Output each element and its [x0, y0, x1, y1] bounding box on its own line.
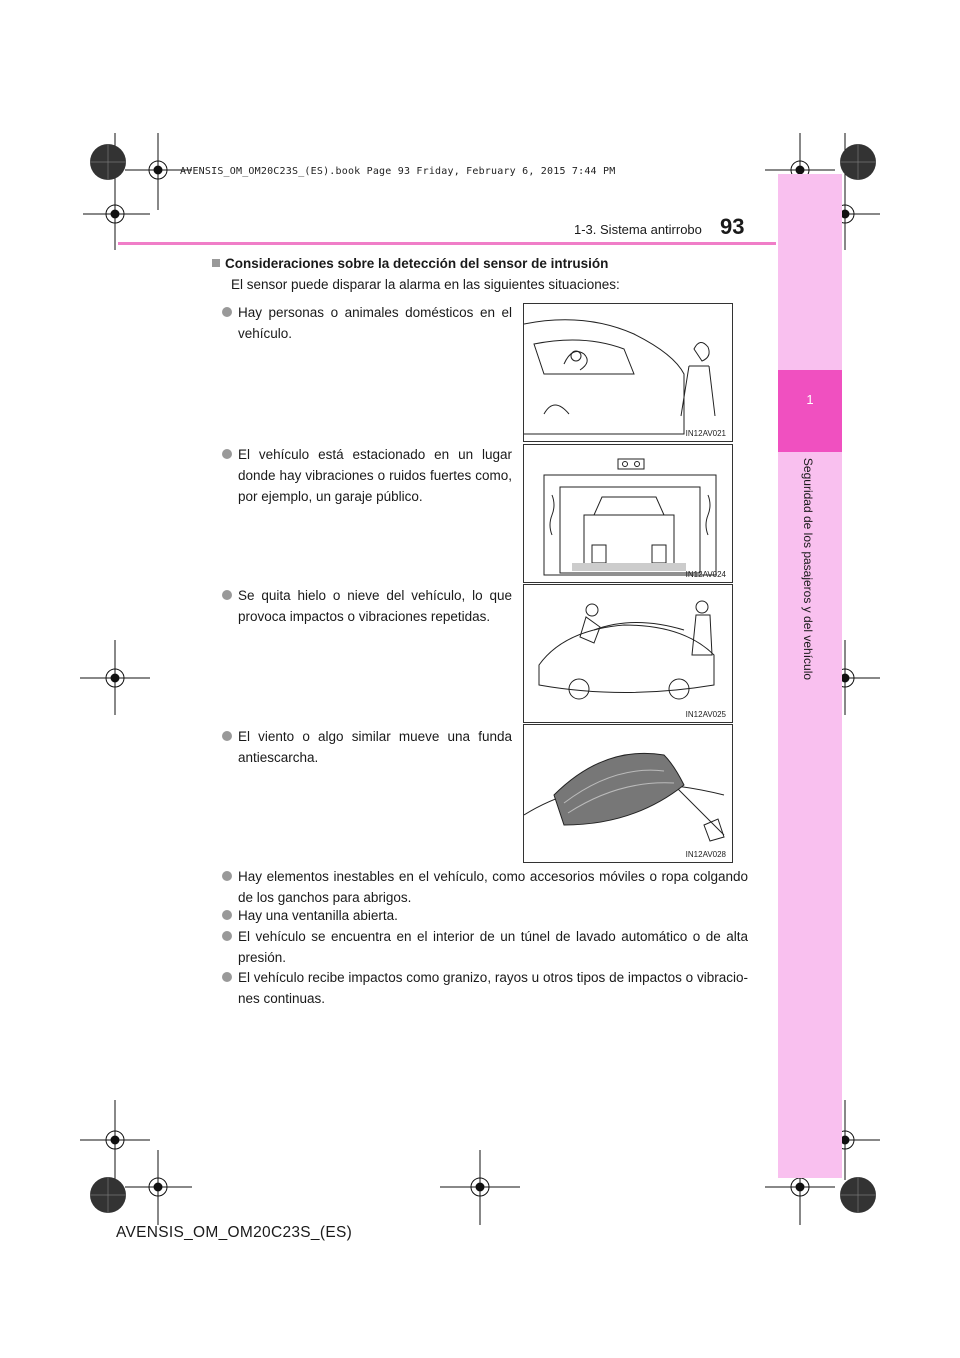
bullet-text: El vehículo recibe impactos como granizo, rayos u otros tipos de impactos o vibracio-nes continuas.	[238, 970, 748, 1006]
heading-text: Consideraciones sobre la detección del sensor de intrusión	[225, 256, 609, 271]
bullet-item	[238, 585, 512, 627]
chapter-label: Seguridad de los pasajeros y del vehículo	[801, 457, 815, 681]
figure-code: IN12AV028	[685, 850, 726, 859]
bullet-text: El vehículo está estacionado en un lugar donde hay vibraciones o ruidos fuertes como, por ejemplo, un garaje público.	[238, 447, 512, 504]
bullet-text: Se quita hielo o nieve del vehículo, lo que provoca impactos o vibraciones repetidas.	[238, 588, 512, 624]
square-bullet-icon	[212, 259, 220, 267]
bullet-dot-icon	[222, 910, 232, 920]
bullet-dot-icon	[222, 731, 232, 741]
header-rule	[118, 242, 776, 245]
chapter-number: 1	[806, 392, 814, 407]
intro-text: El sensor puede disparar la alarma en las siguientes situaciones:	[231, 277, 620, 292]
figure-code: IN12AV024	[685, 570, 726, 579]
bullet-dot-icon	[222, 590, 232, 600]
bullet-text: Hay una ventanilla abierta.	[238, 908, 398, 923]
bullet-dot-icon	[222, 307, 232, 317]
book-filename-line: AVENSIS_OM_OM20C23S_(ES).book Page 93 Friday, February 6, 2015 7:44 PM	[180, 166, 616, 177]
bullet-text: Hay elementos inestables en el vehículo, como accesorios móviles o ropa colgando de los ganchos para abrigos.	[238, 869, 748, 905]
bullet-dot-icon	[222, 972, 232, 982]
figure-code: IN12AV025	[685, 710, 726, 719]
bullet-item	[238, 967, 748, 1009]
figure-frost-cover	[523, 724, 733, 863]
illustration-pet-in-car	[524, 304, 732, 441]
bullet-text: Hay personas o animales domésticos en el vehículo.	[238, 305, 512, 341]
bullet-item	[238, 444, 512, 507]
section-heading	[212, 256, 608, 271]
bullet-item	[238, 926, 748, 968]
illustration-ice-removal	[524, 585, 732, 722]
figure-car-garage	[523, 444, 733, 583]
figure-pet-in-car	[523, 303, 733, 442]
bullet-text: El viento o algo similar mueve una funda antiescarcha.	[238, 729, 512, 765]
footer-code: AVENSIS_OM_OM20C23S_(ES)	[116, 1224, 353, 1241]
bullet-dot-icon	[222, 931, 232, 941]
bullet-dot-icon	[222, 449, 232, 459]
illustration-car-garage	[524, 445, 732, 582]
illustration-frost-cover	[524, 725, 732, 862]
bullet-item	[238, 866, 748, 908]
figure-ice-removal	[523, 584, 733, 723]
page-number: 93	[720, 214, 745, 239]
figure-code: IN12AV021	[685, 429, 726, 438]
bullet-dot-icon	[222, 871, 232, 881]
section-title: 1-3. Sistema antirrobo	[574, 222, 702, 237]
bullet-item	[238, 302, 512, 344]
bullet-item	[238, 905, 748, 926]
bullet-text: El vehículo se encuentra en el interior de un túnel de lavado automático o de alta presión.	[238, 929, 748, 965]
bullet-item	[238, 726, 512, 768]
